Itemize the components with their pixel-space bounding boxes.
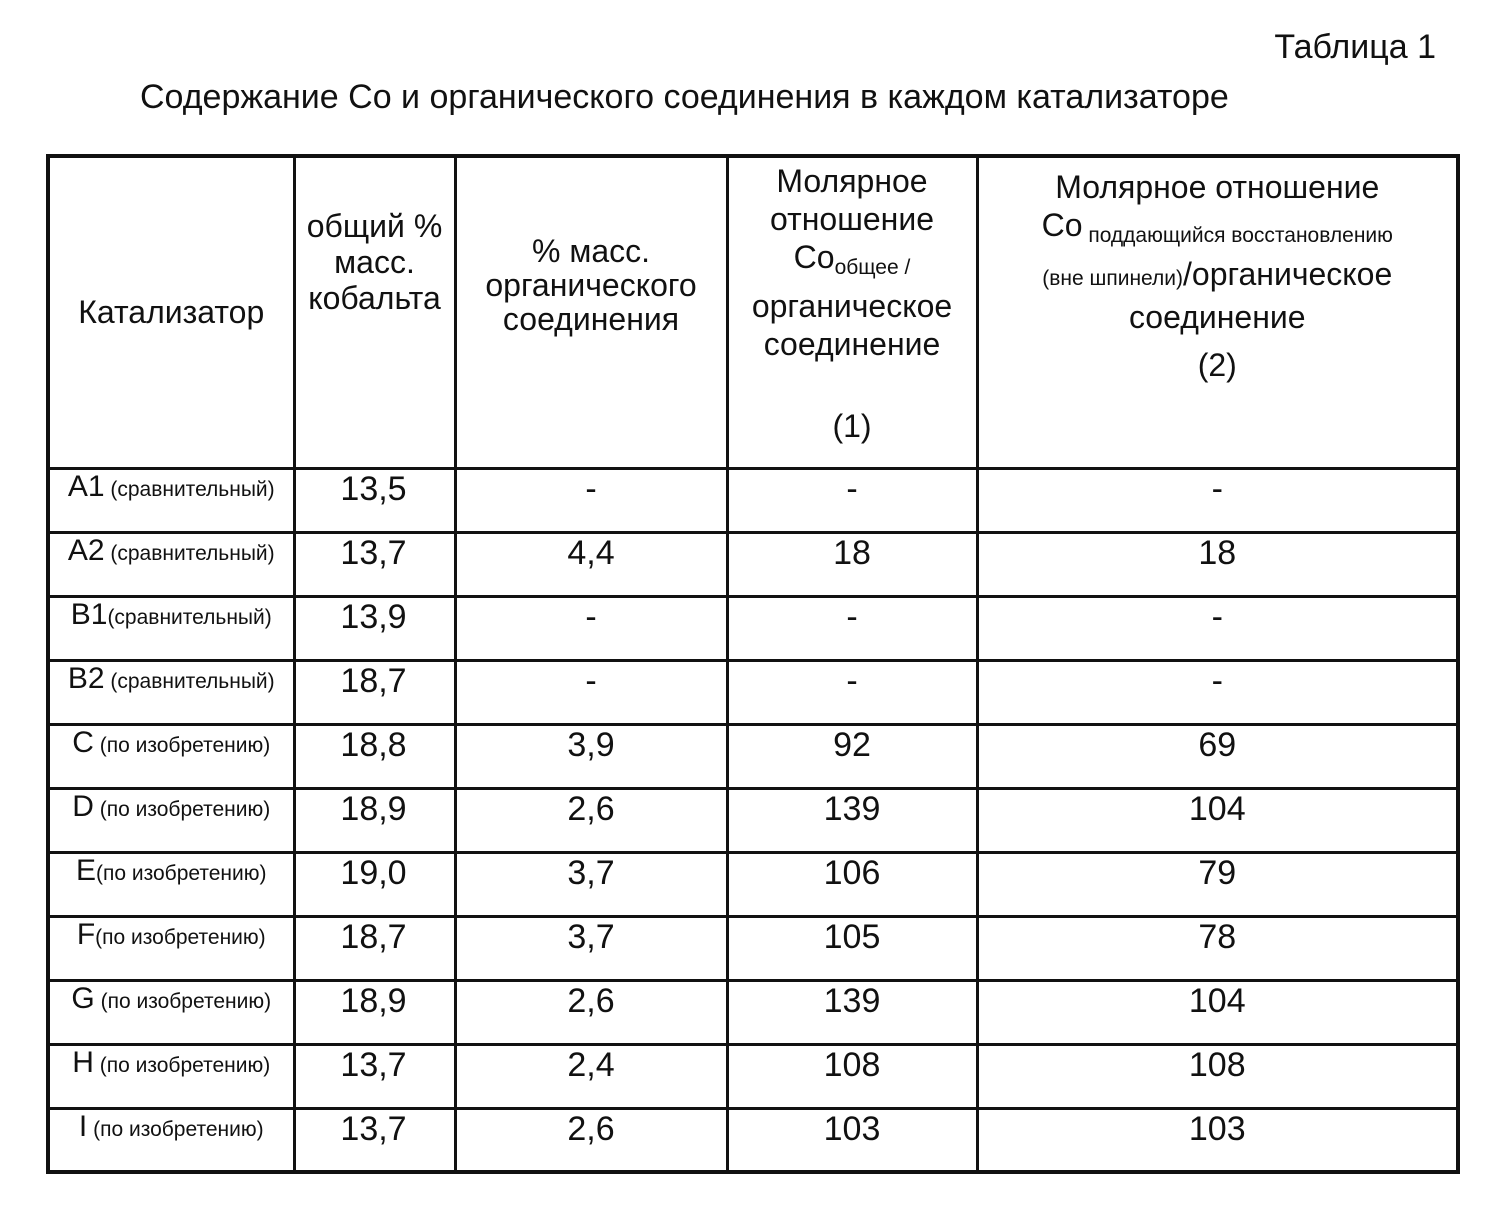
header-organic-line: % масс. [531, 233, 651, 269]
catalyst-cell [48, 852, 294, 916]
co-subscript: общее [834, 256, 899, 279]
cobalt-cell: 13,5 [294, 468, 455, 532]
header-row [48, 156, 1458, 468]
header-organic-line: соединения [502, 301, 680, 337]
ratio2-cell: 79 [977, 852, 1458, 916]
table-number: Таблица 1 [1274, 28, 1436, 66]
ratio2-cell: 104 [977, 788, 1458, 852]
catalyst-note: (по изобретению) [93, 733, 271, 757]
co-symbol: Co [793, 239, 835, 275]
catalyst-note: (по изобретению) [93, 797, 271, 821]
organic-cell: 2,6 [455, 788, 727, 852]
cobalt-cell: 13,9 [294, 596, 455, 660]
catalyst-note: (по изобретению) [95, 925, 266, 949]
table-row [48, 852, 1458, 916]
header-total-cobalt [294, 156, 455, 468]
table-title: Содержание Co и органического соединения в каждом катализаторе [140, 78, 1229, 116]
ratio2-cell: - [977, 596, 1458, 660]
ratio1-cell: 139 [727, 980, 977, 1044]
header-ratio1-line: соединение [763, 326, 941, 362]
header-ratio2-number: (2) [1197, 347, 1237, 383]
header-ratio-2 [977, 156, 1458, 468]
catalyst-name: I [78, 1109, 88, 1143]
ratio2-cell: 69 [977, 724, 1458, 788]
catalyst-note: (по изобретению) [96, 861, 267, 885]
organic-cell: - [455, 660, 727, 724]
header-ratio2-paren: (вне шпинели) [1042, 267, 1184, 290]
table-row [48, 660, 1458, 724]
cobalt-cell: 18,9 [294, 980, 455, 1044]
ratio1-cell: - [727, 596, 977, 660]
catalyst-name: A1 [67, 469, 105, 503]
catalyst-name: B1 [70, 597, 108, 631]
header-ratio1-line: Молярное [776, 163, 928, 199]
catalyst-cell [48, 596, 294, 660]
catalyst-note: (сравнительный) [104, 477, 275, 501]
organic-cell: 3,7 [455, 916, 727, 980]
cobalt-cell: 19,0 [294, 852, 455, 916]
catalyst-note: (сравнительный) [104, 541, 275, 565]
catalyst-table [46, 154, 1460, 1174]
table-row [48, 596, 1458, 660]
organic-cell: - [455, 596, 727, 660]
ratio2-cell: 104 [977, 980, 1458, 1044]
ratio2-cell: 108 [977, 1044, 1458, 1108]
catalyst-name: G [71, 981, 95, 1015]
header-ratio1-line: органическое [751, 288, 953, 324]
ratio1-cell: 139 [727, 788, 977, 852]
catalyst-name: B2 [67, 661, 105, 695]
ratio1-cell: 18 [727, 532, 977, 596]
table-row [48, 788, 1458, 852]
header-ratio2-line [979, 255, 1457, 298]
co-subscript: поддающийся восстановлению [1082, 224, 1393, 247]
catalyst-name: E [75, 853, 96, 887]
ratio2-cell: - [977, 660, 1458, 724]
ratio2-cell: - [977, 468, 1458, 532]
header-total-cobalt-line: общий % [306, 208, 443, 244]
organic-cell: 4,4 [455, 532, 727, 596]
ratio1-cell: 105 [727, 916, 977, 980]
catalyst-cell [48, 660, 294, 724]
cobalt-cell: 18,9 [294, 788, 455, 852]
table-row [48, 1044, 1458, 1108]
ratio1-cell: 108 [727, 1044, 977, 1108]
organic-cell: 2,4 [455, 1044, 727, 1108]
cobalt-cell: 18,7 [294, 916, 455, 980]
catalyst-note: (по изобретению) [94, 989, 272, 1013]
catalyst-name: F [76, 917, 96, 951]
ratio2-cell: 18 [977, 532, 1458, 596]
cobalt-cell: 13,7 [294, 532, 455, 596]
ratio1-cell: 92 [727, 724, 977, 788]
header-catalyst: Катализатор [48, 156, 294, 468]
cobalt-cell: 13,7 [294, 1044, 455, 1108]
organic-cell: 2,6 [455, 980, 727, 1044]
catalyst-cell [48, 724, 294, 788]
catalyst-cell [48, 468, 294, 532]
ratio2-cell: 103 [977, 1108, 1458, 1172]
catalyst-cell [48, 788, 294, 852]
table-row [48, 916, 1458, 980]
catalyst-cell [48, 1108, 294, 1172]
catalyst-cell [48, 1044, 294, 1108]
table-row [48, 468, 1458, 532]
organic-cell: 2,6 [455, 1108, 727, 1172]
ratio2-cell: 78 [977, 916, 1458, 980]
co-symbol: Co [1041, 207, 1083, 243]
organic-cell: - [455, 468, 727, 532]
header-ratio1-line: отношение [769, 201, 935, 237]
catalyst-cell [48, 980, 294, 1044]
cobalt-cell: 18,8 [294, 724, 455, 788]
header-organic [455, 156, 727, 468]
cobalt-cell: 13,7 [294, 1108, 455, 1172]
organic-cell: 3,9 [455, 724, 727, 788]
organic-cell: 3,7 [455, 852, 727, 916]
table-row [48, 1108, 1458, 1172]
catalyst-name: A2 [67, 533, 105, 567]
catalyst-note: (по изобретению) [87, 1117, 264, 1141]
cobalt-cell: 18,7 [294, 660, 455, 724]
ratio1-cell: - [727, 660, 977, 724]
header-organic-line: органического [485, 267, 697, 303]
slash: / [898, 256, 911, 279]
table-row [48, 980, 1458, 1044]
header-ratio2-organic: /органическое [1183, 256, 1393, 292]
header-ratio2-co-line [979, 206, 1457, 255]
catalyst-note: (по изобретению) [93, 1053, 271, 1077]
header-ratio1-number: (1) [832, 407, 872, 444]
catalyst-note: (сравнительный) [104, 669, 275, 693]
ratio1-cell: - [727, 468, 977, 532]
catalyst-name: D [72, 789, 94, 823]
header-ratio1-co-line [729, 238, 976, 287]
header-ratio2-line: соединение [1128, 299, 1306, 335]
header-ratio2-line: Молярное отношение [1055, 169, 1380, 205]
table-row [48, 724, 1458, 788]
catalyst-cell [48, 532, 294, 596]
header-ratio-1 [727, 156, 977, 468]
catalyst-cell [48, 916, 294, 980]
ratio1-cell: 106 [727, 852, 977, 916]
catalyst-name: H [72, 1045, 94, 1079]
header-total-cobalt-line: кобальта [308, 280, 441, 316]
header-total-cobalt-line: масс. [334, 244, 415, 280]
ratio1-cell: 103 [727, 1108, 977, 1172]
table-row [48, 532, 1458, 596]
catalyst-name: C [72, 725, 94, 759]
catalyst-note: (сравнительный) [107, 605, 272, 629]
